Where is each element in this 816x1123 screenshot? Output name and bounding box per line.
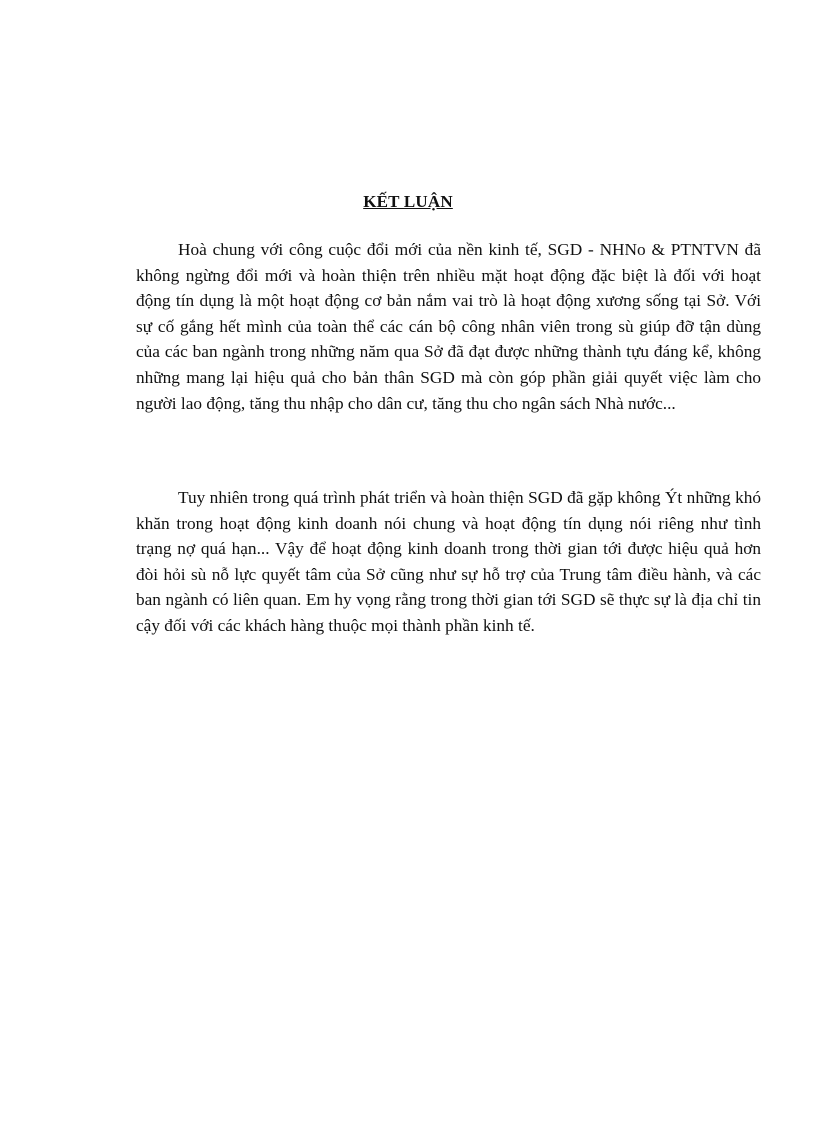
paragraph-1: Hoà chung với công cuộc đổi mới của nền kinh tế, SGD - NHNo & PTNTVN đã không ngừng đổi mới và hoàn thiện trên nhiều mặt hoạt động đặc biệt là đối với hoạt động tín dụng là một hoạt động cơ bản nắm vai trò là hoạt động xương sống tại Sở. Với sự cố gắng hết mình của toàn thể các cán bộ công nhân viên trong sù giúp đỡ tận dùng của các ban ngành trong những năm qua Sở đã đạt được những thành tựu đáng kể, không những mang lại hiệu quả cho bản thân SGD mà còn góp phần giải quyết việc làm cho người lao động, tăng thu nhập cho dân cư, tăng thu cho ngân sách Nhà nước... <box>136 240 761 413</box>
paragraph-2: Tuy nhiên trong quá trình phát triển và hoàn thiện SGD đã gặp không Ýt những khó khăn trong hoạt động kinh doanh nói chung và hoạt động tín dụng nói riêng như tình trạng nợ quá hạn... Vậy để hoạt động kinh doanh trong thời gian tới được hiệu quả hơn đòi hỏi sù nỗ lực quyết tâm của Sở cũng như sự hỗ trợ của Trung tâm điều hành, và các ban ngành có liên quan. Em hy vọng rằng trong thời gian tới SGD sẽ thực sự là địa chỉ tin cậy đối với các khách hàng thuộc mọi thành phần kinh tế. <box>136 488 761 635</box>
conclusion-heading: KẾT LUẬN <box>363 192 453 211</box>
